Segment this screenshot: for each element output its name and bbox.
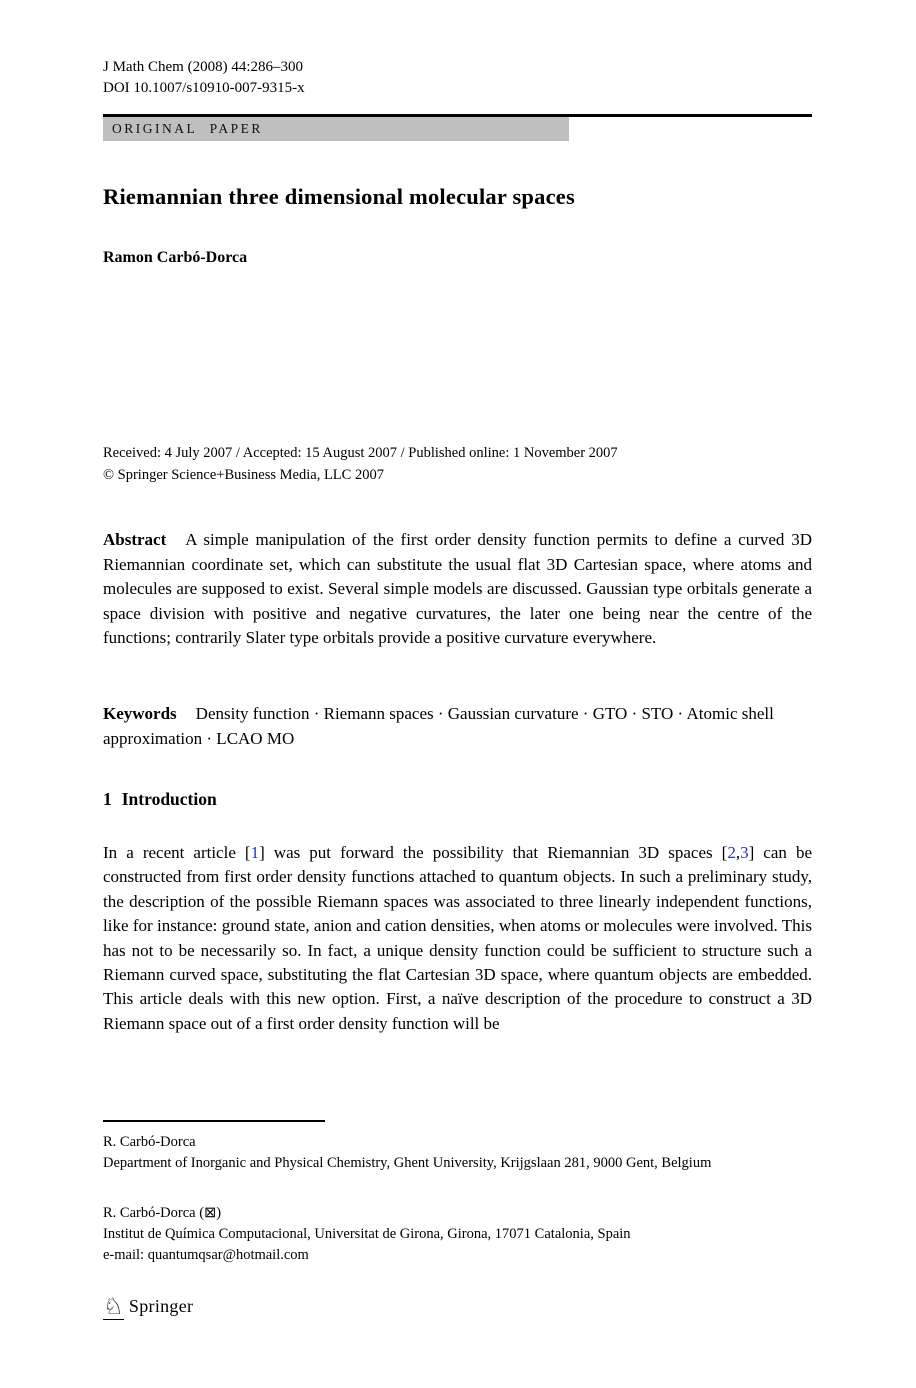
citation-link-1[interactable]: 1	[250, 843, 260, 862]
introduction-paragraph	[103, 841, 812, 1036]
footnote-rule	[103, 1120, 325, 1122]
journal-reference: J Math Chem (2008) 44:286–300	[103, 59, 303, 75]
article-type-banner: ORIGINAL PAPER	[103, 117, 569, 141]
footnote-author-corresponding	[103, 1203, 812, 1224]
springer-knight-icon: ♘	[103, 1294, 124, 1319]
citation-link-2[interactable]: 2	[727, 843, 736, 862]
footnote-author: R. Carbó-Dorca	[103, 1134, 196, 1150]
section-heading-introduction	[103, 789, 812, 810]
footnote-affiliation: Department of Inorganic and Physical Chemistry, Ghent University, Krijgslaan 281, 9000 Gent, Belgium	[103, 1155, 712, 1171]
keywords-paragraph	[103, 702, 812, 751]
intro-text-segment: ] can be constructed from first order density functions attached to quantum objects. In such a preliminary study, the description of the possible Riemann spaces was associated to three linearly independent functions, like for instance: ground state, anion and cation densities, when atoms or molecules were involved. This has not to be necessarily so. In fact, a unique density function could be sufficient to structure such a Riemann curved space, substituting the flat Cartesian 3D space, where quantum objects are embedded. This article deals with this new option. First, a naïve description of the procedure to construct a 3D Riemann space out of a first order density function will be	[103, 843, 812, 1033]
publisher-name: Springer	[128, 1296, 194, 1316]
received-accepted-line: Received: 4 July 2007 / Accepted: 15 August 2007 / Published online: 1 November 2007	[103, 445, 618, 461]
intro-text-segment: ] was put forward the possibility that Riemannian 3D spaces [	[259, 843, 728, 862]
copyright-line: © Springer Science+Business Media, LLC 2007	[103, 466, 384, 483]
footnote-author-text: R. Carbó-Dorca (	[103, 1205, 205, 1221]
footnote-affiliation: Institut de Química Computacional, Universitat de Girona, Girona, 17071 Catalonia, Spain	[103, 1226, 631, 1242]
author-name: Ramon Carbó-Dorca	[103, 249, 248, 266]
journal-header	[103, 57, 812, 99]
publication-history	[103, 443, 812, 486]
abstract-text: A simple manipulation of the first order density function permits to define a curved 3D Riemannian coordinate set, which can substitute the usual flat 3D Cartesian space, where atoms and molecules are supposed to exist. Several simple models are discussed. Gaussian type orbitals generate a space division with positive and negative curvatures, the later one being near the centre of the functions; contrarily Slater type orbitals provide a positive curvature everywhere.	[103, 530, 812, 648]
affiliation-footnote-2	[103, 1203, 812, 1266]
intro-text-segment: In a recent article [	[103, 843, 251, 862]
citation-separator: ,	[735, 843, 741, 862]
keywords-label: Keywords	[103, 704, 177, 723]
publisher-logo	[103, 1294, 812, 1320]
section-number: 1	[103, 789, 112, 809]
abstract-label: Abstract	[103, 530, 167, 549]
keywords-text: Density function · Riemann spaces · Gaussian curvature · GTO · STO · Atomic shell approximation · LCAO MO	[103, 704, 774, 748]
page-title: Riemannian three dimensional molecular spaces	[103, 184, 575, 209]
footnote-email[interactable]: e-mail: quantumqsar@hotmail.com	[103, 1247, 309, 1263]
affiliation-footnote-1	[103, 1132, 812, 1174]
footnote-author-text: )	[216, 1205, 222, 1221]
abstract-paragraph	[103, 528, 812, 651]
citation-link-3[interactable]: 3	[740, 843, 749, 862]
section-title: Introduction	[121, 789, 217, 809]
doi-line: DOI 10.1007/s10910-007-9315-x	[103, 80, 305, 96]
envelope-icon: ⊠	[204, 1205, 217, 1221]
